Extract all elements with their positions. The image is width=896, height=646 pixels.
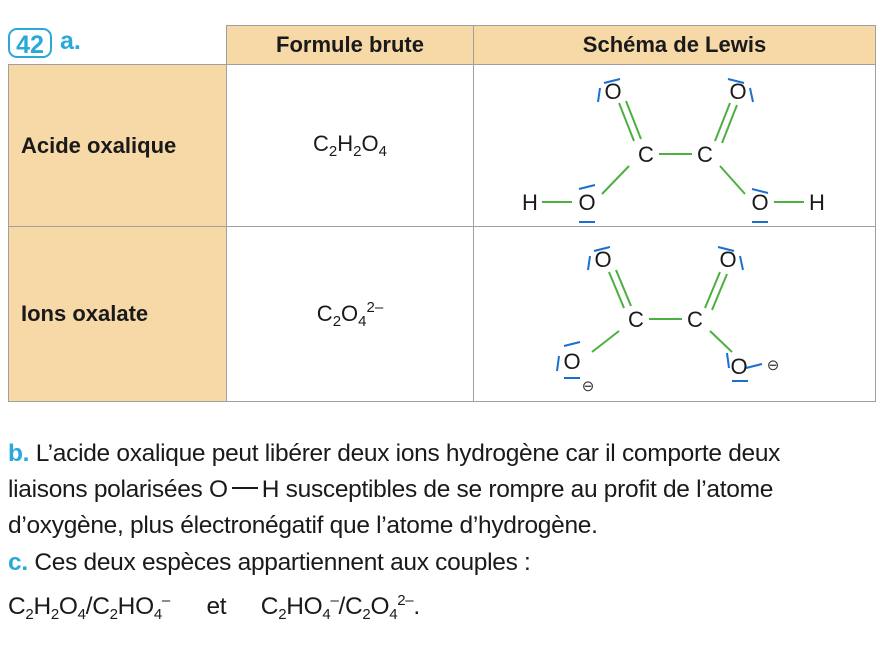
table-header-row (9, 26, 876, 65)
lewis-oxalic-acid (474, 65, 876, 227)
part-b-line-3: d’oxygène, plus électronégatif que l’atome d’hydrogène. (8, 512, 598, 539)
atom-o-top-left: O (604, 78, 622, 104)
row-label-oxalic-acid: Acide oxalique (9, 65, 227, 227)
negative-charge-left-icon: ⊖ (581, 377, 595, 395)
part-c-paragraph (8, 545, 888, 633)
couple-2: $C_2HO_4^-/C_2O_4^{2-}$ (260, 592, 414, 623)
lewis-oxalate-ion (474, 227, 876, 402)
lewis-diagram-oxalic-acid (474, 66, 874, 226)
atom-o-bottom-right: O (751, 189, 769, 215)
part-c-label: c. (8, 549, 28, 576)
negative-charge-right-icon: ⊖ (766, 356, 780, 374)
atom-o-top-right-ion: O (719, 246, 737, 272)
atom-o-bottom-left: O (578, 189, 596, 215)
header-lewis: Schéma de Lewis (474, 26, 876, 65)
couple-1: $C_2H_2O_4/C_2HO_4^-$ (8, 592, 170, 623)
exercise-number-badge: 42 (8, 28, 52, 58)
row-label-oxalate-ion: Ions oxalate (9, 227, 227, 402)
oh-bond-icon (232, 487, 258, 489)
header-formula: Formule brute (227, 26, 474, 65)
formula-oxalate-ion: $C_2O_4^{2-}$ (227, 227, 474, 402)
lewis-diagram-oxalate-ion (474, 228, 874, 401)
atom-c-right: C (697, 141, 713, 167)
atom-c-right-ion: C (687, 306, 703, 332)
part-c-couples: $C_2H_2O_4/C_2HO_4^-$ et $C_2HO_4^-/C_2O_4^{2-}$. (8, 592, 420, 623)
part-b-label: b. (8, 440, 30, 467)
atom-c-left-ion: C (628, 306, 644, 332)
table-row-oxalate-ion (9, 227, 876, 402)
table-row-oxalic-acid (9, 65, 876, 227)
atom-h-left: H (522, 189, 538, 215)
atom-o-top-right: O (729, 78, 747, 104)
atom-h-right: H (809, 189, 825, 215)
atom-o-bottom-right-ion: O (730, 353, 748, 379)
part-a-label: a. (60, 27, 81, 55)
and-word: et (206, 593, 227, 620)
atom-c-left: C (638, 141, 654, 167)
atom-o-bottom-left-ion: O (563, 348, 581, 374)
formula-oxalic-acid: $C_2H_2O_4$ (227, 65, 474, 227)
atom-o-top-left-ion: O (594, 246, 612, 272)
part-b-line-2: liaisons polarisées O H susceptibles de se rompre au profit de l’atome (8, 476, 774, 503)
part-b-paragraph (8, 436, 888, 544)
part-c-line-1: c. Ces deux espèces appartiennent aux couples : (8, 549, 531, 576)
part-b-line-1: b. L’acide oxalique peut libérer deux ions hydrogène car il comporte deux (8, 440, 781, 467)
answer-table (8, 25, 876, 402)
